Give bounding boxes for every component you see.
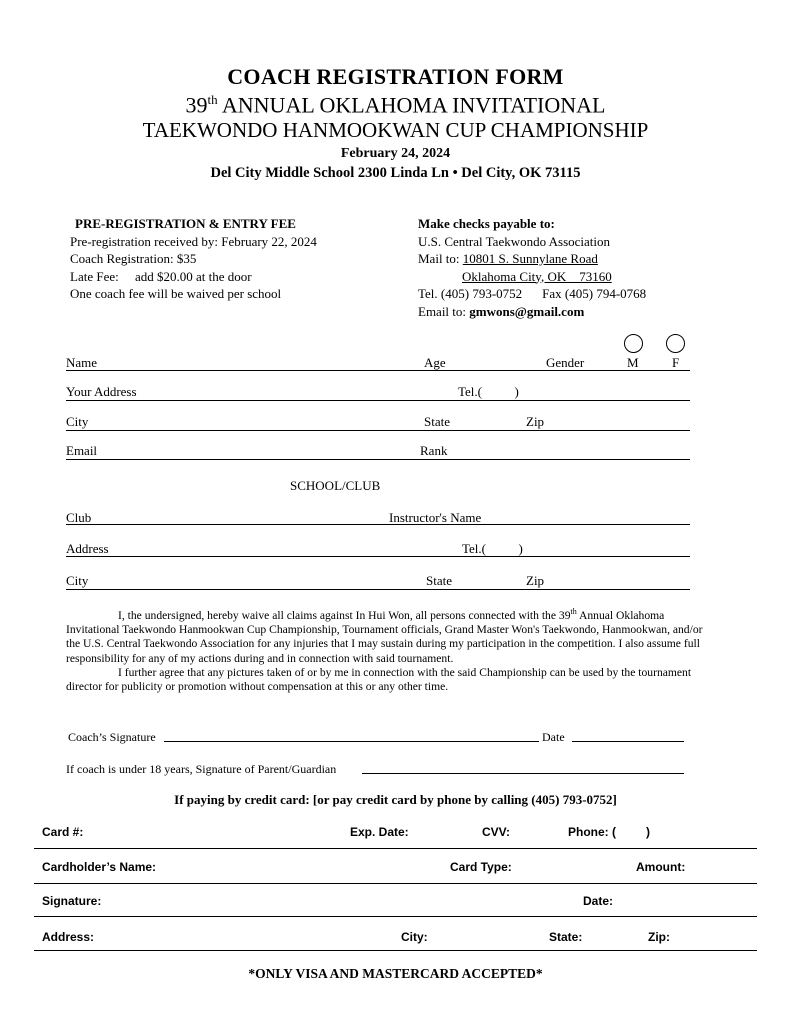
school-tel-label: Tel.( )	[462, 541, 523, 556]
cc-state-label: State:	[549, 930, 583, 944]
annual-number: 39	[185, 92, 208, 118]
annual-suffix: th	[207, 92, 218, 107]
card-acceptance-note: *ONLY VISA AND MASTERCARD ACCEPTED*	[248, 966, 543, 981]
annual-line	[0, 92, 791, 118]
school-address-label: Address	[66, 541, 109, 556]
fax: Fax (405) 794-0768	[542, 286, 647, 301]
school-address-field[interactable]	[66, 556, 690, 557]
email-label: Email to:	[418, 303, 470, 319]
cc-address-field[interactable]	[34, 950, 757, 951]
signature-date-field[interactable]	[572, 741, 684, 742]
signature-date-label: Date	[542, 730, 565, 744]
photo-release-paragraph: I further agree that any pictures taken of or by me in connection with the said Championship can be used by the tournament director for publicity or promotion without compensation at this or any other time.	[66, 666, 692, 694]
coach-signature-field[interactable]	[164, 741, 539, 742]
payee: U.S. Central Taekwondo Association	[418, 233, 611, 249]
annual-title: ANNUAL OKLAHOMA INVITATIONAL	[217, 92, 606, 118]
waiver-p1-b: Annual Oklahoma Invitational Taekwondo Hanmookwan Cup Championship, Tournament officials, Grand Master Won's Taekwondo, Hanmookwan, and/or the U.S. Central Taekwondo Association for any injuries that I may sustain during my participation in the competition. I also assume full responsibility for any of my actions during and in connection with said tournament.	[66, 608, 703, 665]
email-line	[418, 303, 738, 321]
cc-zip-label: Zip:	[648, 930, 670, 944]
email-field[interactable]	[66, 459, 690, 460]
cardholder-field[interactable]	[34, 883, 757, 884]
card-type-label: Card Type:	[450, 860, 512, 874]
mail-street: 10801 S. Sunnylane Road	[462, 251, 598, 266]
city-field[interactable]	[66, 430, 690, 431]
cc-signature-field[interactable]	[34, 916, 757, 917]
rank-label: Rank	[420, 443, 448, 458]
school-city-field[interactable]	[66, 589, 690, 590]
guardian-signature-field[interactable]	[362, 773, 684, 774]
male-label: M	[627, 355, 639, 370]
school-zip-label: Zip	[526, 573, 545, 588]
male-radio[interactable]	[624, 334, 643, 353]
female-label: F	[672, 355, 680, 370]
waiver-paragraph	[66, 605, 712, 666]
guardian-signature-label: If coach is under 18 years, Signature of Parent/Guardian	[66, 762, 337, 776]
gender-label: Gender	[546, 355, 585, 370]
address-field[interactable]	[66, 400, 690, 401]
card-number-field[interactable]	[34, 848, 757, 849]
name-label: Name	[66, 355, 98, 370]
fees-heading: PRE-REGISTRATION & ENTRY FEE	[75, 216, 296, 231]
cardholder-label: Cardholder’s Name:	[42, 860, 157, 874]
form-title: COACH REGISTRATION FORM	[227, 64, 564, 89]
school-city-label: City	[66, 573, 89, 588]
name-field[interactable]	[66, 370, 690, 371]
school-heading: SCHOOL/CLUB	[290, 478, 381, 493]
club-label: Club	[66, 510, 92, 525]
city-label: City	[66, 414, 89, 429]
cc-signature-label: Signature:	[42, 894, 102, 908]
cvv-label: CVV:	[482, 825, 511, 839]
mail-city: Oklahoma City, OK 73160	[462, 268, 612, 284]
payment-block	[418, 215, 738, 320]
address-label: Your Address	[66, 384, 137, 399]
payment-heading: Make checks payable to:	[418, 216, 555, 231]
club-field[interactable]	[66, 524, 690, 525]
zip-label: Zip	[526, 414, 545, 429]
instructor-label: Instructor's Name	[389, 510, 482, 525]
waiver-p1-a: I, the undersigned, hereby waive all claims against In Hui Won, all persons connected with the 39	[118, 608, 571, 622]
fees-block	[70, 215, 400, 303]
coach-signature-label: Coach’s Signature	[68, 730, 156, 744]
cc-city-label: City:	[401, 930, 428, 944]
cc-phone-label: Phone: ( )	[568, 825, 650, 839]
amount-label: Amount:	[636, 860, 686, 874]
championship-title: TAEKWONDO HANMOOKWAN CUP CHAMPIONSHIP	[142, 118, 649, 142]
fee-line: Late Fee: add $20.00 at the door	[70, 268, 252, 284]
fee-line: Pre-registration received by: February 22, 2024	[70, 233, 317, 249]
credit-card-heading: If paying by credit card: [or pay credit card by phone by calling (405) 793-0752]	[174, 792, 617, 807]
state-label: State	[424, 414, 450, 429]
mail-label: Mail to:	[418, 251, 463, 266]
age-label: Age	[424, 355, 446, 370]
fee-line: Coach Registration: $35	[70, 251, 197, 266]
mail-to	[418, 250, 738, 268]
waiver-text	[66, 605, 712, 695]
cc-date-label: Date:	[583, 894, 614, 908]
event-location: Del City Middle School 2300 Linda Ln • Del City, OK 73115	[210, 165, 581, 181]
email: gmwons@gmail.com	[469, 303, 585, 319]
waiver-sup: th	[570, 607, 577, 616]
cc-address-label: Address:	[42, 930, 95, 944]
phone-fax	[418, 285, 738, 303]
phone: Tel. (405) 793-0752	[418, 286, 523, 301]
female-radio[interactable]	[666, 334, 685, 353]
event-date: February 24, 2024	[340, 146, 451, 161]
mail-city-line	[418, 268, 738, 286]
card-number-label: Card #:	[42, 825, 84, 839]
exp-date-label: Exp. Date:	[350, 825, 409, 839]
tel-label: Tel.( )	[458, 384, 519, 399]
email-label: Email	[66, 443, 98, 458]
fee-line: One coach fee will be waived per school	[70, 286, 282, 301]
school-state-label: State	[426, 573, 452, 588]
